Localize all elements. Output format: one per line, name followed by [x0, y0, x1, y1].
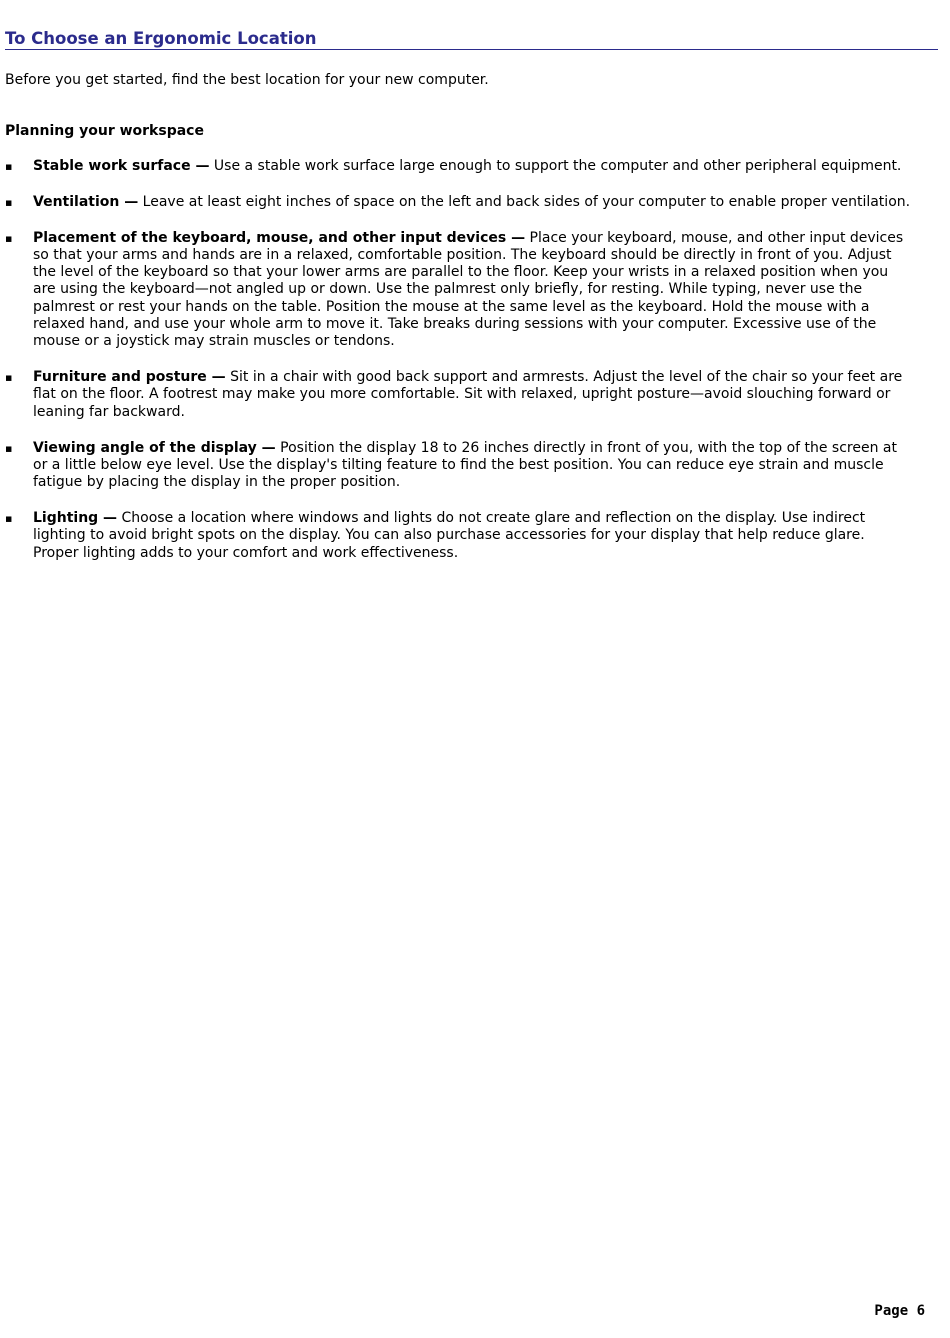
item-text: Leave at least eight inches of space on the left and back sides of your computer to enable proper ventilation.: [138, 193, 911, 210]
item-text: Choose a location where windows and lights do not create glare and reflection on the display. Use indirect lighting to avoid bright spots on the display. You can also purchase accessories for your display that help reduce glare. Proper lighting adds to your comfort and work effectiveness.: [33, 509, 866, 561]
list-item: [0, 230, 910, 351]
item-term: Viewing angle of the display —: [33, 439, 276, 456]
list-item: [0, 158, 913, 175]
item-term: Ventilation —: [33, 193, 139, 210]
square-bullet-icon: ▪: [5, 231, 13, 245]
item-term: Furniture and posture —: [33, 369, 226, 386]
list-item: [0, 369, 913, 421]
square-bullet-icon: ▪: [5, 160, 13, 173]
list-item: [0, 194, 913, 211]
section-heading: Planning your workspace: [5, 123, 204, 139]
page-title: To Choose an Ergonomic Location: [5, 29, 938, 50]
square-bullet-icon: ▪: [5, 195, 13, 209]
list-item: [0, 440, 913, 492]
square-bullet-icon: ▪: [5, 441, 13, 455]
intro-paragraph: Before you get started, find the best location for your new computer.: [5, 72, 489, 88]
item-text: Place your keyboard, mouse, and other input devices so that your arms and hands are in a relaxed, comfortable position. The keyboard should be directly in front of you. Adjust the level of the keyboard so that your lower arms are parallel to the floor. Keep your wrists in a relaxed position when you are using the keyboard—not angled up or down. Use the palmrest only briefly, for resting. While typing, never use the palmrest or rest your hands on the table. Position the mouse at the same level as the keyboard. Hold the mouse with a relaxed hand, and use your whole arm to move it. Take breaks during sessions with your computer. Excessive use of the mouse or a joystick may strain muscles or tendons.: [33, 229, 904, 350]
item-text: Sit in a chair with good back support and armrests. Adjust the level of the chair so your feet are flat on the floor. A footrest may make you more comfortable. Sit with relaxed, upright posture—avoid slouching forward or leaning far backward.: [33, 369, 903, 420]
item-term: Stable work surface —: [33, 158, 210, 174]
square-bullet-icon: ▪: [5, 371, 13, 385]
item-term: Placement of the keyboard, mouse, and other input devices —: [33, 229, 526, 246]
item-text: Use a stable work surface large enough to support the computer and other peripheral equipment.: [209, 158, 902, 174]
square-bullet-icon: ▪: [5, 511, 13, 525]
item-text: Position the display 18 to 26 inches directly in front of you, with the top of the screen at or a little below eye level. Use the display's tilting feature to find the best position. You can reduce eye strain and muscle fatigue by placing the display in the proper position.: [33, 439, 897, 491]
page-number: Page 6: [874, 1303, 925, 1319]
bullet-list: [0, 158, 950, 580]
list-item: [0, 510, 913, 562]
item-term: Lighting —: [33, 509, 118, 526]
